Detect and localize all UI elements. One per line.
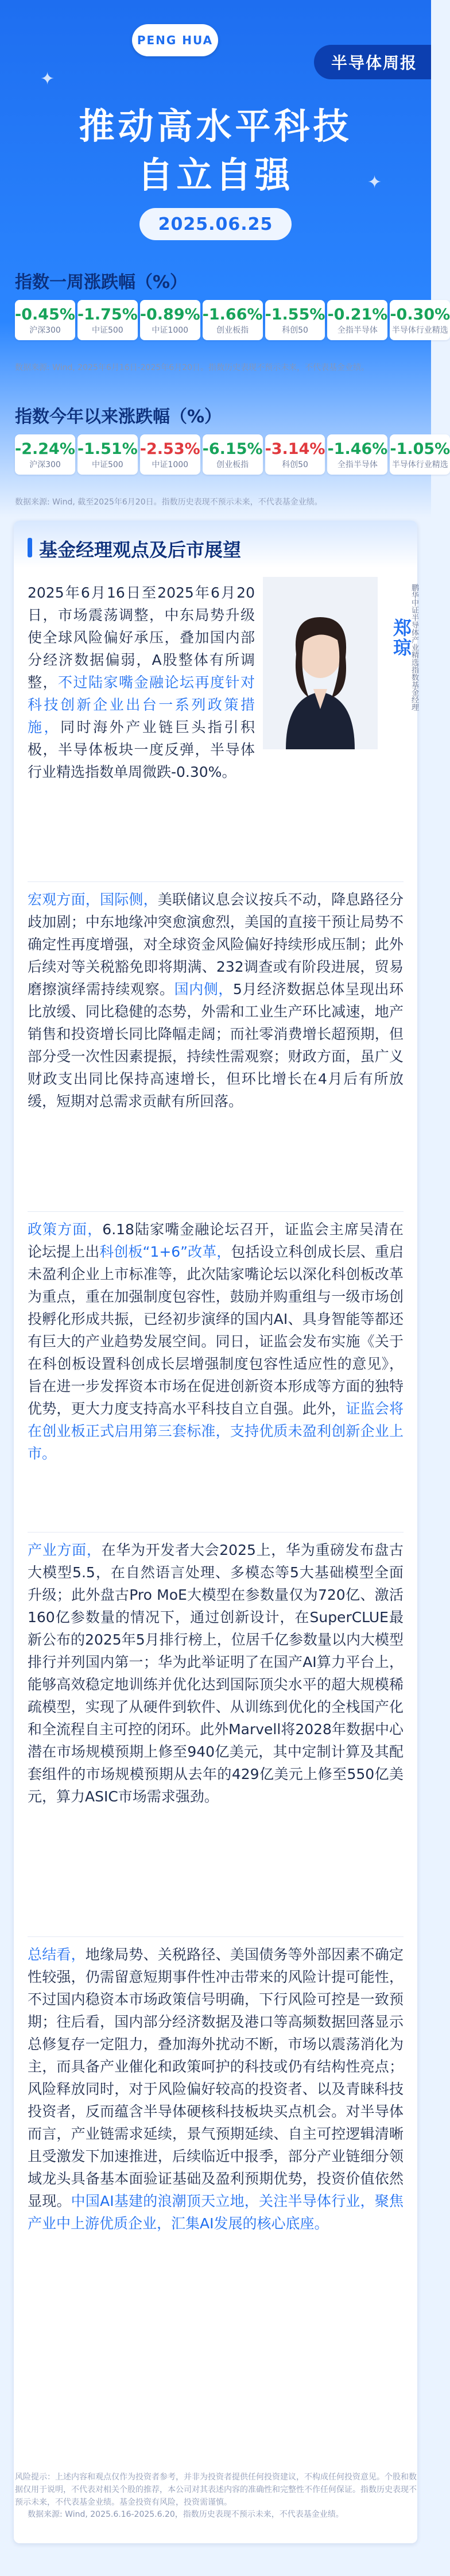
industry-paragraph (28, 1539, 404, 1808)
index-name: 沪深300 (29, 460, 61, 469)
manager-portrait-icon (263, 577, 378, 749)
macro-paragraph (28, 888, 404, 1112)
index-card (327, 300, 387, 340)
index-change: -2.24% (15, 440, 75, 458)
conclusion-highlight: 中国AI基建的浪潮顶天立地，关注半导体行业，聚焦产业中上游优质企业，汇集AI发展的核心底座。 (28, 2193, 404, 2232)
index-name: 沪深300 (29, 326, 61, 335)
report-date: 2025.06.25 (139, 208, 292, 240)
macro-domestic-text: 5月经济数据总体呈现出环比放缓、同比稳健的态势，外需和工业生产环比减速，地产销售和投资增长同比降幅走阔；而社零消费增长超预期，但部分受一次性因素提振，持续性需观察；财政方面，虽广义财政支出同比保持高速增长，但环比增长在4月后有所放缓，短期对总需求贡献有所回落。 (28, 981, 404, 1110)
index-name: 全指半导体 (337, 326, 378, 335)
macro-text: 美联储议息会议按兵不动，降息路径分歧加剧；中东地缘冲突愈演愈烈，美国的直接干预让局势不确定性再度增强，对全球资金风险偏好持续形成压制；此外后续对等关税豁免即将期满、232调查或有阶段进展，贸易磨擦演绎需持续观察。 (28, 891, 404, 998)
divider (28, 1936, 404, 1937)
summary-highlight: 不过陆家嘴金融论坛再度针对科技创新企业出台一系列政策措施， (28, 674, 255, 736)
logo-text: PENG HUA (137, 33, 214, 47)
ytd-cards (15, 434, 450, 475)
divider (28, 881, 404, 882)
index-name: 中证500 (91, 460, 123, 469)
ytd-source-note: 数据来源: Wind, 截至2025年6月20日。指数历史表现不预示未来，不代表基金业绩。 (15, 498, 323, 507)
index-card (265, 434, 325, 475)
sparkle-icon: ✦ (40, 69, 55, 89)
index-change: -2.53% (139, 440, 200, 458)
index-card (390, 434, 450, 475)
header (0, 0, 431, 276)
weekly-section-title: 指数一周涨跌幅（%） (15, 272, 188, 292)
index-name: 半导体行业精选 (391, 460, 448, 469)
index-change: -0.21% (327, 306, 388, 324)
manager-role: 鹏华中证半导体产业精选指数基金经理 (410, 584, 418, 711)
industry-text: 在华为开发者大会2025上，华为重磅发布盘古大模型5.5，在自然语言处理、多模态等5大基础模型全面升级；此外盘古Pro MoE大模型在参数量仅为720亿、激活160亿参数量的情况下，通过创新设计，在SuperCLUE最新公布的2025年5月排行榜上，位居千亿参数量以内大模型排行并列国内第一；华为此举证明了在国产AI算力平台上，能够高效稳定地训练并优化达到国际顶尖水平的超大规模稀疏模型，实现了从硬件到软件、从训练到优化的全栈国产化和全流程自主可控的闭环。此外Marvell将2028年数据中心潜在市场规模预期上修至940亿美元，其中定制计算及其配套组件的市场规模预期从去年的429亿美元上修至550亿美元，算力ASIC市场需求强劲。 (28, 1542, 404, 1805)
summary-paragraph (28, 582, 255, 783)
macro-domestic-label: 国内侧， (174, 981, 233, 998)
index-change: -1.66% (202, 306, 263, 324)
report-badge: 半导体周报 (314, 45, 431, 79)
index-change: -1.46% (327, 440, 388, 458)
risk-disclaimer: 风险提示：上述内容和观点仅作为投资者参考，并非为投资者提供任何投资建议，不构成任何投资意见。个股和数据仅用于说明，不代表对相关个股的推荐，本公司对其表述内容的准确性和完整性不作任何保证。指数历史表现不预示未来，不代表基金业绩。基金投资有风险，投资需谨慎。 (15, 2473, 417, 2507)
manager-name: 郑琼 (390, 618, 412, 657)
industry-label: 产业方面， (28, 1542, 102, 1558)
policy-text: 6.18陆家嘴金融论坛召开，证监会主席吴清在论坛提上出 (28, 1221, 404, 1260)
macro-label: 宏观方面，国际侧， (28, 891, 158, 908)
weekly-source-note: 数据来源: Wind, 2025年6月16日-2025年6月20日。指数历史表现不预示未来，不代表基金业绩。 (15, 363, 370, 372)
index-card (390, 300, 450, 340)
index-change: -1.51% (77, 440, 138, 458)
index-name: 半导体行业精选 (391, 326, 448, 335)
index-name: 科创50 (282, 326, 308, 335)
index-card (140, 300, 200, 340)
conclusion-text: 地缘局势、关税路径、美国债务等外部因素不确定性较强，仍需留意短期事件性冲击带来的风险计提可能性，不过国内稳资本市场政策信号明确，下行风险可控是一致预期；往后看，国内部分经济数据及港口等高频数据回落显示总修复存一定阻力，叠加海外扰动不断，市场以震荡消化为主，而具备产业催化和政策呵护的科技或仍有结构性亮点；风险释放同时，对于风险偏好较高的投资者、以及青睐科技投资者，反而蕴含半导体硬核科技板块买点机会。对半导体而言，产业链需求延续，景气预期延续、自主可控逻辑清晰且受激发下加速推进，后续临近中报季，部分产业链细分领域龙头具备基本面验证基础及盈利预期优势，投资价值依然显现。 (28, 1946, 404, 2209)
index-name: 全指半导体 (337, 460, 378, 469)
index-card (15, 434, 75, 475)
summary-text-2: 同时海外产业链巨头指引积极，半导体板块一度反弹，半导体行业精选指数单周微跌-0.30%。 (28, 719, 255, 780)
brand-logo (132, 24, 218, 56)
index-card (327, 434, 387, 475)
index-change: -1.55% (265, 306, 325, 324)
index-change: -0.89% (139, 306, 200, 324)
policy-label: 政策方面， (28, 1221, 103, 1238)
divider (28, 1211, 404, 1212)
panel-header (14, 521, 417, 568)
index-card (265, 300, 325, 340)
index-change: -3.14% (265, 440, 325, 458)
index-name: 科创50 (282, 460, 308, 469)
index-name: 创业板指 (216, 326, 249, 335)
title-accent-bar (28, 538, 32, 557)
summary-text: 2025年6月16日至2025年6月20日，市场震荡调整，中东局势升级使全球风险偏好承压，叠加国内部分经济数据偏弱，A股整体有所调整， (28, 584, 255, 691)
conclusion-label: 总结看， (28, 1946, 86, 1963)
index-card (77, 300, 138, 340)
panel-title: 基金经理观点及后市展望 (39, 539, 242, 561)
index-name: 中证1000 (152, 326, 189, 335)
index-card (77, 434, 138, 475)
weekly-cards (15, 300, 450, 340)
index-change: -0.30% (390, 306, 450, 324)
manager-photo (263, 577, 378, 749)
page-title-line2: 自立自强 (137, 154, 294, 196)
ytd-section-title: 指数今年以来涨跌幅（%） (15, 407, 222, 427)
index-card (140, 434, 200, 475)
page-title-line1: 推动高水平科技 (79, 105, 352, 147)
index-change: -0.45% (15, 306, 75, 324)
index-name: 创业板指 (216, 460, 249, 469)
sparkle-icon: ✦ (367, 172, 382, 192)
index-card (203, 300, 263, 340)
index-change: -1.05% (390, 440, 450, 458)
policy-highlight-2: 证监会将在创业板正式启用第三套标准，支持优质未盈利创新企业上市。 (28, 1400, 404, 1462)
policy-highlight: 科创板“1+6”改革， (99, 1243, 231, 1260)
index-change: -6.15% (202, 440, 263, 458)
panel-source-note: 数据来源: Wind, 2025.6.16-2025.6.20，指数历史表现不预示未来，不代表基金业绩。 (28, 2510, 344, 2519)
policy-text-2: 包括设立科创成长层、重启未盈利企业上市标准等，此次陆家嘴论坛以深化科创板改革为重点，重在加强制度包容性，鼓励并购重组与一级市场创投孵化形成共振，已经初步演绎的国内AI、具身智能等都还有巨大的产业趋势发展空间。同日，证监会发布实施《关于在科创板设置科创成长层增强制度包容性适应性的意见》，旨在进一步发挥资本市场在促进创新资本形成等方面的独特优势，更大力度支持高水平科技自立自强。此外， (28, 1243, 404, 1417)
index-card (203, 434, 263, 475)
index-change: -1.75% (77, 306, 138, 324)
index-name: 中证500 (91, 326, 123, 335)
policy-paragraph (28, 1218, 404, 1465)
conclusion-paragraph (28, 1943, 404, 2235)
index-card (15, 300, 75, 340)
manager-view-panel (14, 521, 417, 2543)
index-name: 中证1000 (152, 460, 189, 469)
